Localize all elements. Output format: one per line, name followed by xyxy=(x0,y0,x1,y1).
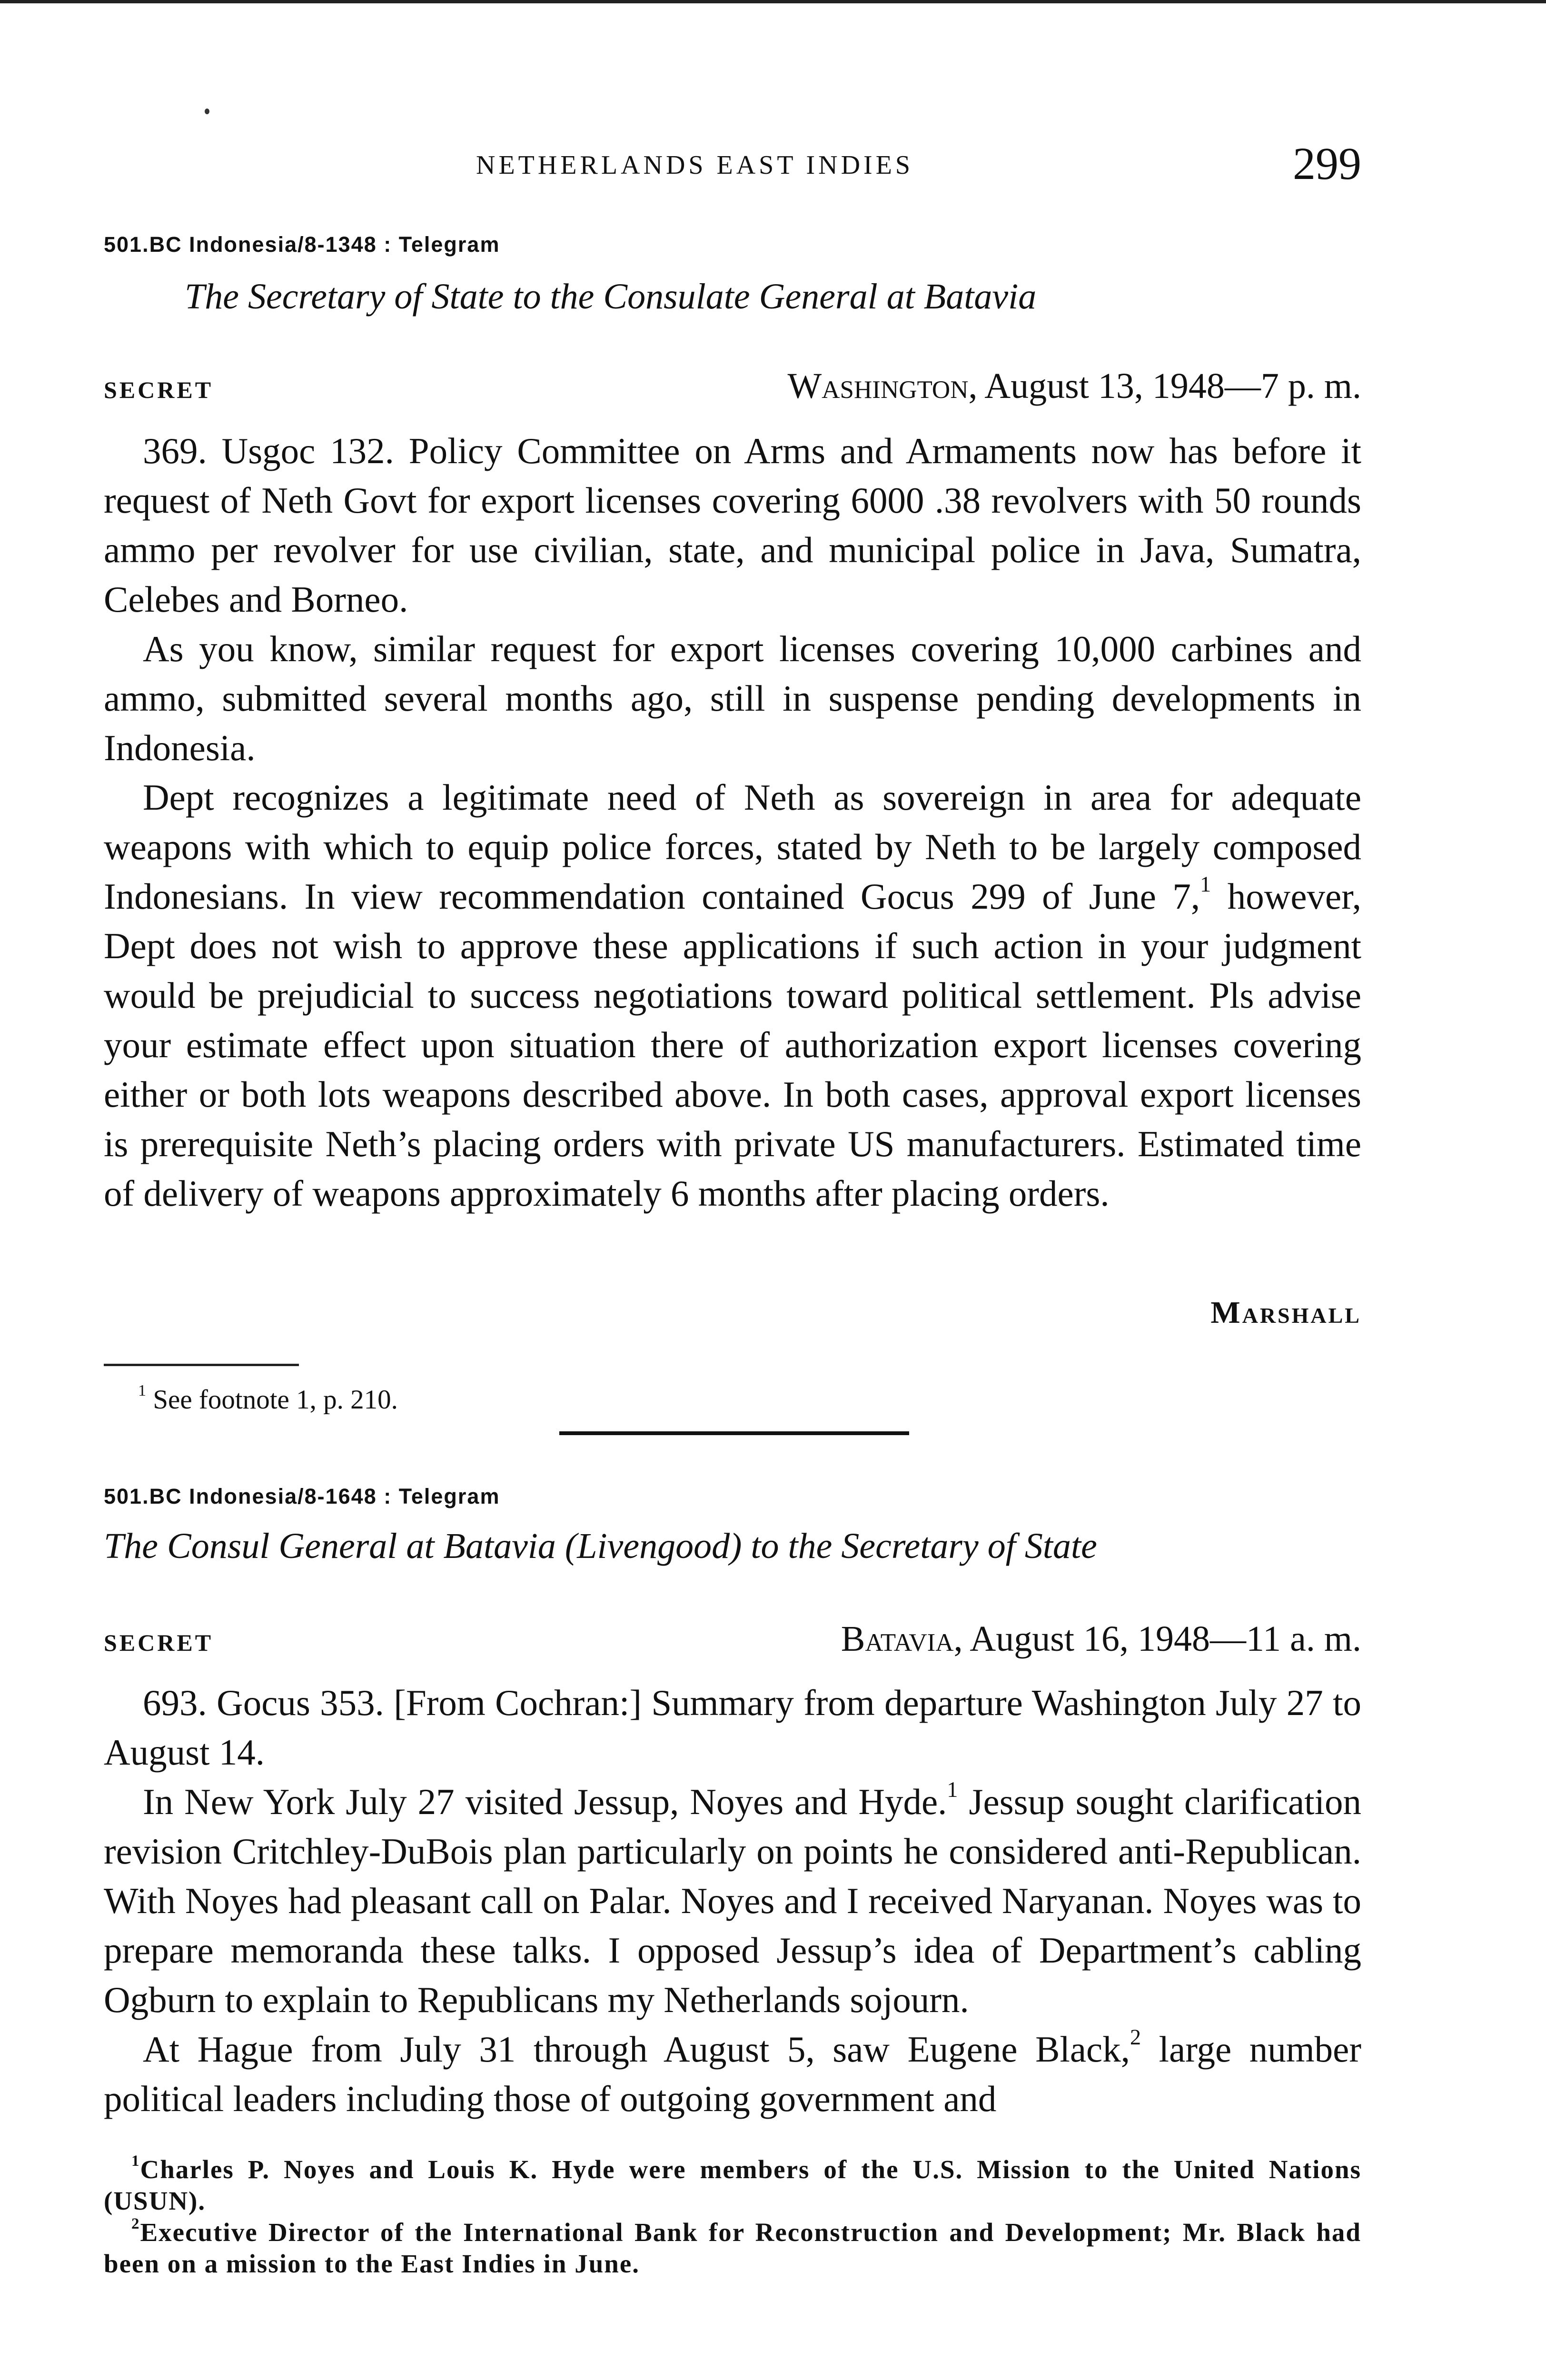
doc2-footnote-1 xyxy=(104,2154,1361,2217)
doc1-body xyxy=(104,426,1361,1218)
doc2-file-reference: 501.BC Indonesia/8-1648 : Telegram xyxy=(104,1484,500,1508)
doc2-footnote-2 xyxy=(104,2217,1361,2280)
doc1-signature: Marshall xyxy=(1210,1295,1361,1330)
doc1-footnote xyxy=(138,1384,398,1416)
document-separator xyxy=(559,1431,909,1435)
doc2-paragraph-3a: At Hague from July 31 through August 5, saw Eugene Black, xyxy=(143,2029,1130,2070)
doc2-paragraph-2a: In New York July 27 visited Jessup, Noyes and Hyde. xyxy=(143,1781,947,1822)
doc1-classification: SECRET xyxy=(104,377,214,403)
footnote-mark: 1 xyxy=(131,2152,140,2170)
doc2-paragraph-3 xyxy=(104,2024,1361,2123)
footnote-mark: 2 xyxy=(131,2215,140,2233)
doc2-heading: The Consul General at Batavia (Livengood) to the Secretary of State xyxy=(104,1526,1097,1566)
doc1-paragraph-3a: Dept recognizes a legitimate need of Neth as sovereign in area for adequate weapons with which to equip police forces, stated by Neth to be largely composed Indonesians. In view recommendation contained Gocus 299 of June 7, xyxy=(104,777,1361,917)
doc2-body xyxy=(104,1678,1361,2123)
doc2-paragraph-3b: large number political leaders including those of outgoing government and xyxy=(104,2029,1361,2119)
footnote-ref: 1 xyxy=(947,1777,958,1802)
doc1-place: Washington, xyxy=(787,366,978,406)
doc2-footnotes xyxy=(104,2154,1361,2280)
speck xyxy=(205,109,209,114)
doc2-paragraph-2 xyxy=(104,1777,1361,2024)
doc2-paragraph-1: 693. Gocus 353. [From Cochran:] Summary from departure Washington July 27 to August 14. xyxy=(104,1682,1361,1773)
doc1-footnote-text: See footnote 1, p. 210. xyxy=(146,1385,398,1415)
doc2-footnote-2-text: Executive Director of the International Bank for Reconstruction and Development; Mr. Black had been on a mission to the East Indies in June. xyxy=(104,2218,1361,2278)
footnote-ref: 1 xyxy=(1200,872,1211,897)
top-border xyxy=(0,0,1546,3)
doc1-paragraph-1: 369. Usgoc 132. Policy Committee on Arms and Armaments now has before it request of Neth Govt for export licenses covering 6000 .38 revolvers with 50 rounds ammo per revolver for use civilian, state, and municipal police in Java, Sumatra, Celebes and Borneo. xyxy=(104,430,1361,620)
doc2-classification: SECRET xyxy=(104,1629,214,1656)
doc2-place: Batavia, xyxy=(841,1619,963,1659)
doc1-paragraph-3 xyxy=(104,773,1361,1218)
running-head: NETHERLANDS EAST INDIES xyxy=(476,150,914,180)
doc1-file-reference: 501.BC Indonesia/8-1348 : Telegram xyxy=(104,232,500,257)
doc1-date: August 13, 1948—7 p. m. xyxy=(984,366,1361,406)
footnote-mark: 1 xyxy=(138,1382,147,1400)
doc2-date: August 16, 1948—11 a. m. xyxy=(970,1619,1361,1659)
doc2-footnote-1-text: Charles P. Noyes and Louis K. Hyde were members of the U.S. Mission to the United Nations (USUN). xyxy=(104,2155,1361,2215)
doc1-heading: The Secretary of State to the Consulate General at Batavia xyxy=(185,277,1037,317)
page-number: 299 xyxy=(1293,138,1361,189)
doc2-paragraph-2b: Jessup sought clarification revision Critchley-DuBois plan particularly on points he considered anti-Republican. With Noyes had pleasant call on Palar. Noyes and I received Naryanan. Noyes was to prepare memoranda these talks. I opposed Jessup’s idea of Department’s cabling Ogburn to explain to Republicans my Netherlands sojourn. xyxy=(104,1781,1361,2020)
doc1-dateline xyxy=(788,366,1361,407)
doc1-paragraph-3b: however, Dept does not wish to approve these applications if such action in your judgment would be prejudicial to success negotiations toward political settlement. Pls advise your estimate effect upon situation there of authorization export licenses covering either or both lots weapons described above. In both cases, approval export licenses is prerequisite Neth’s placing orders with private US manufacturers. Estimated time of delivery of weapons approximately 6 months after placing orders. xyxy=(104,876,1361,1214)
doc1-paragraph-2: As you know, similar request for export licenses covering 10,000 carbines and ammo, submitted several months ago, still in suspense pending developments in Indonesia. xyxy=(104,628,1361,768)
doc1-footnote-rule xyxy=(104,1364,299,1366)
doc2-dateline xyxy=(841,1618,1361,1660)
footnote-ref: 2 xyxy=(1130,2025,1141,2050)
